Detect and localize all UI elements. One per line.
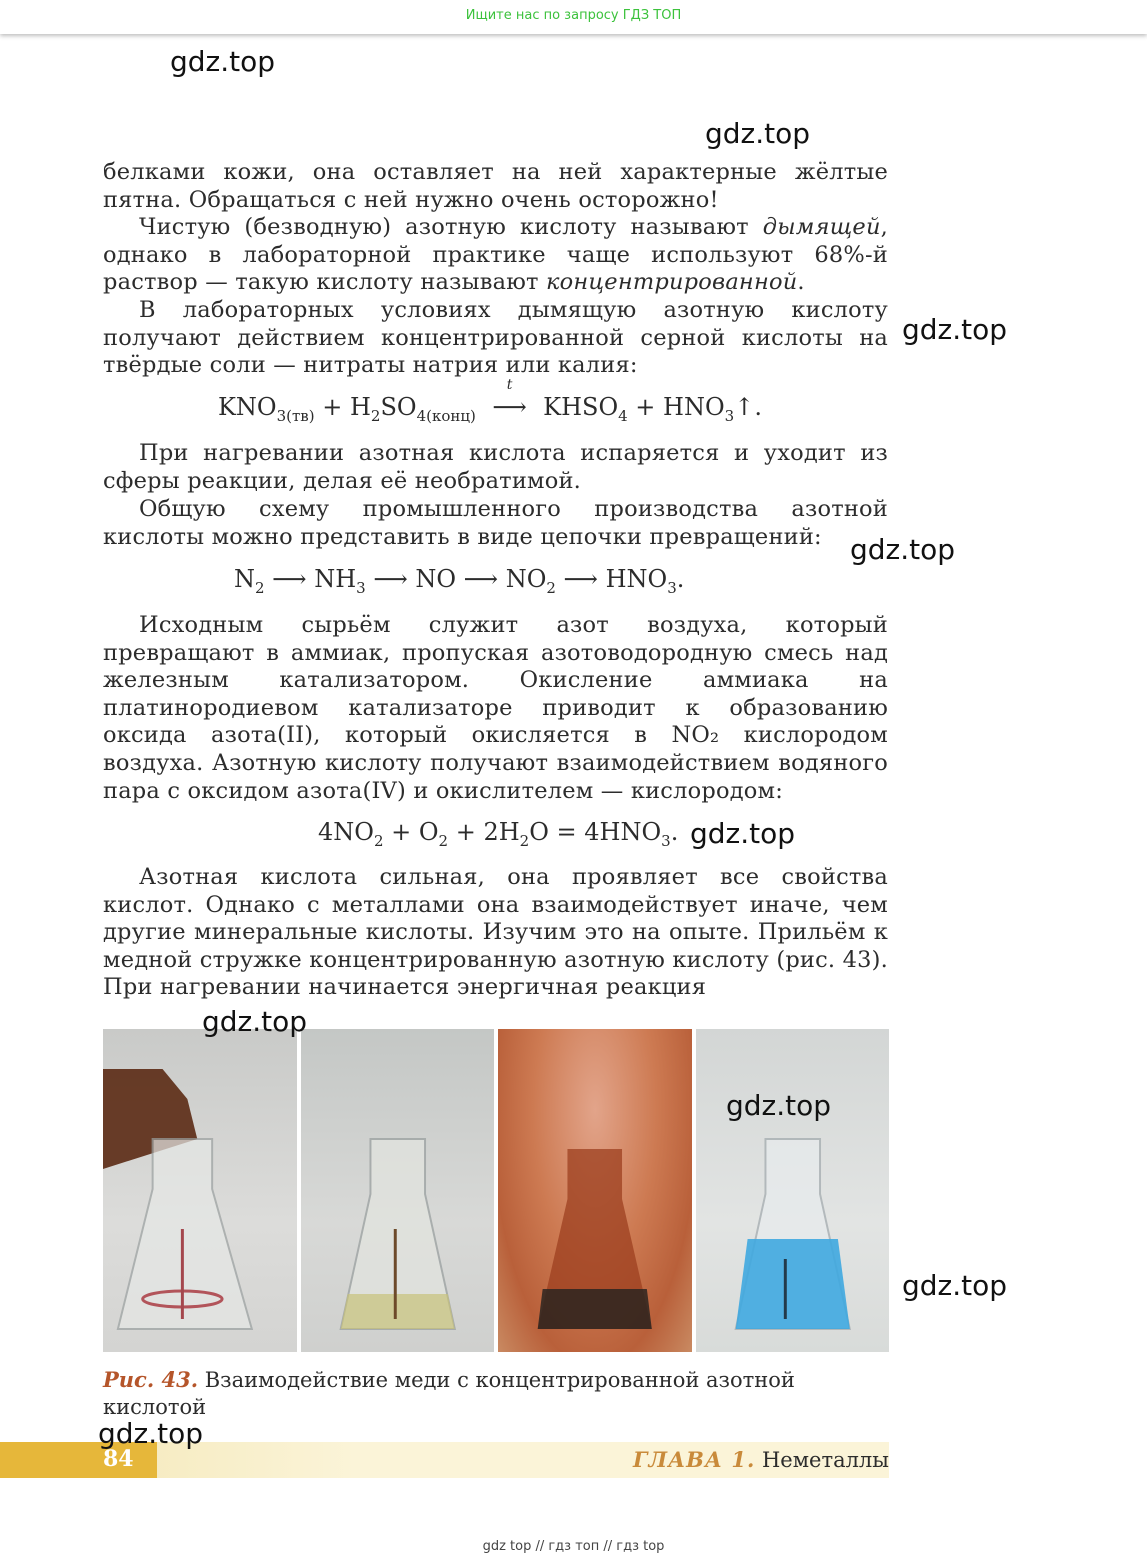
top-banner-text: Ищите нас по запросу ГДЗ ТОП	[465, 8, 682, 23]
italic-term: дымящей	[762, 214, 881, 240]
watermark: gdz.top	[902, 1269, 1008, 1302]
figure-caption	[103, 1366, 803, 1421]
chapter-label: ГЛАВА 1.	[633, 1447, 756, 1472]
photo-panel-2	[301, 1029, 495, 1352]
paragraph-1: белками кожи, она оставляет на ней характерные жёлтые пятна. Обращаться с ней нужно очень осторожно!	[103, 159, 888, 213]
watermark: gdz.top	[850, 533, 956, 566]
photo-panel-4	[696, 1029, 890, 1352]
watermark: gdz.top	[202, 1005, 308, 1038]
page-number: 84	[103, 1446, 134, 1472]
paragraph-3: В лабораторных условиях дымящую азотную кислоту получают действием концентрированной серной кислоты на твёрдые соли — нитраты натрия или калия:	[103, 297, 888, 379]
figure-label: Рис. 43.	[103, 1367, 199, 1392]
paragraph-2	[103, 214, 888, 297]
watermark: gdz.top	[902, 313, 1008, 346]
condition: t	[506, 377, 513, 393]
chapter-heading	[633, 1447, 889, 1472]
arrow-with-condition: t ⟶	[484, 393, 536, 421]
bottom-links[interactable]: gdz top // гдз топ // гдз top	[482, 1539, 665, 1554]
paragraph-6: Исходным сырьём служит азот воздуха, который превращают в аммиак, пропуская азотоводородную смесь над железным катализатором. Окисление аммиака на платинородиевом катализаторе приводит к образованию оксида азота(II), который окисляется в NO₂ кислородом воздуха. Азотную кислоту получают взаимодействием водяного пара с оксидом азота(IV) и окислителем — кислородом:	[103, 612, 888, 804]
text-run: Чистую (безводную) азотную кислоту называют	[139, 214, 749, 240]
chapter-title: Неметаллы	[761, 1448, 889, 1472]
equation-2: $N_2$ ⟶ $NH_3$ ⟶ NO ⟶ $NO_2$ ⟶ $HNO_3$.	[234, 565, 685, 597]
equation-3: $4NO_2 + O_2 + 2H_2O = 4HNO_3$.	[318, 818, 679, 850]
watermark: gdz.top	[170, 45, 276, 78]
watermark: gdz.top	[98, 1417, 204, 1450]
top-banner	[0, 0, 1147, 34]
text-run: .	[797, 269, 805, 296]
flask-brown-gas-illustration	[498, 1029, 692, 1352]
paragraph-4: При нагревании азотная кислота испаряется и уходит из сферы реакции, делая её необратимой.	[103, 440, 888, 494]
photo-panel-3	[498, 1029, 692, 1352]
flask-yellow-illustration	[301, 1029, 495, 1352]
watermark: gdz.top	[726, 1089, 832, 1122]
paragraph-5: Общую схему промышленного производства азотной кислоты можно представить в виде цепочки превращений:	[103, 496, 888, 550]
photo-panel-1	[103, 1029, 297, 1352]
italic-term: концентрированной	[546, 269, 798, 296]
paragraph-7: Азотная кислота сильная, она проявляет все свойства кислот. Однако с металлами она взаимодействует иначе, чем другие минеральные кислоты. Изучим это на опыте. Прильём к медной стружке концентрированную азотную кислоту (рис. 43). При нагревании начинается энергичная реакция	[103, 864, 888, 1001]
watermark: gdz.top	[705, 117, 811, 150]
flask-pouring-illustration	[103, 1029, 297, 1352]
text-run: , однако в лабораторной практике чаще используют 68%-й раствор — такую кислоту называют	[103, 214, 888, 296]
figure-43	[103, 1029, 889, 1352]
equation-1: $KNO_{3(тв)} + H_2SO_{4(конц)}$ t ⟶ $KHSO_4$ + $HNO_3↑$.	[218, 377, 762, 425]
figure-caption-text: Взаимодействие меди с концентрированной азотной кислотой	[103, 1368, 795, 1419]
flask-blue-illustration	[696, 1029, 890, 1352]
watermark: gdz.top	[690, 817, 796, 850]
